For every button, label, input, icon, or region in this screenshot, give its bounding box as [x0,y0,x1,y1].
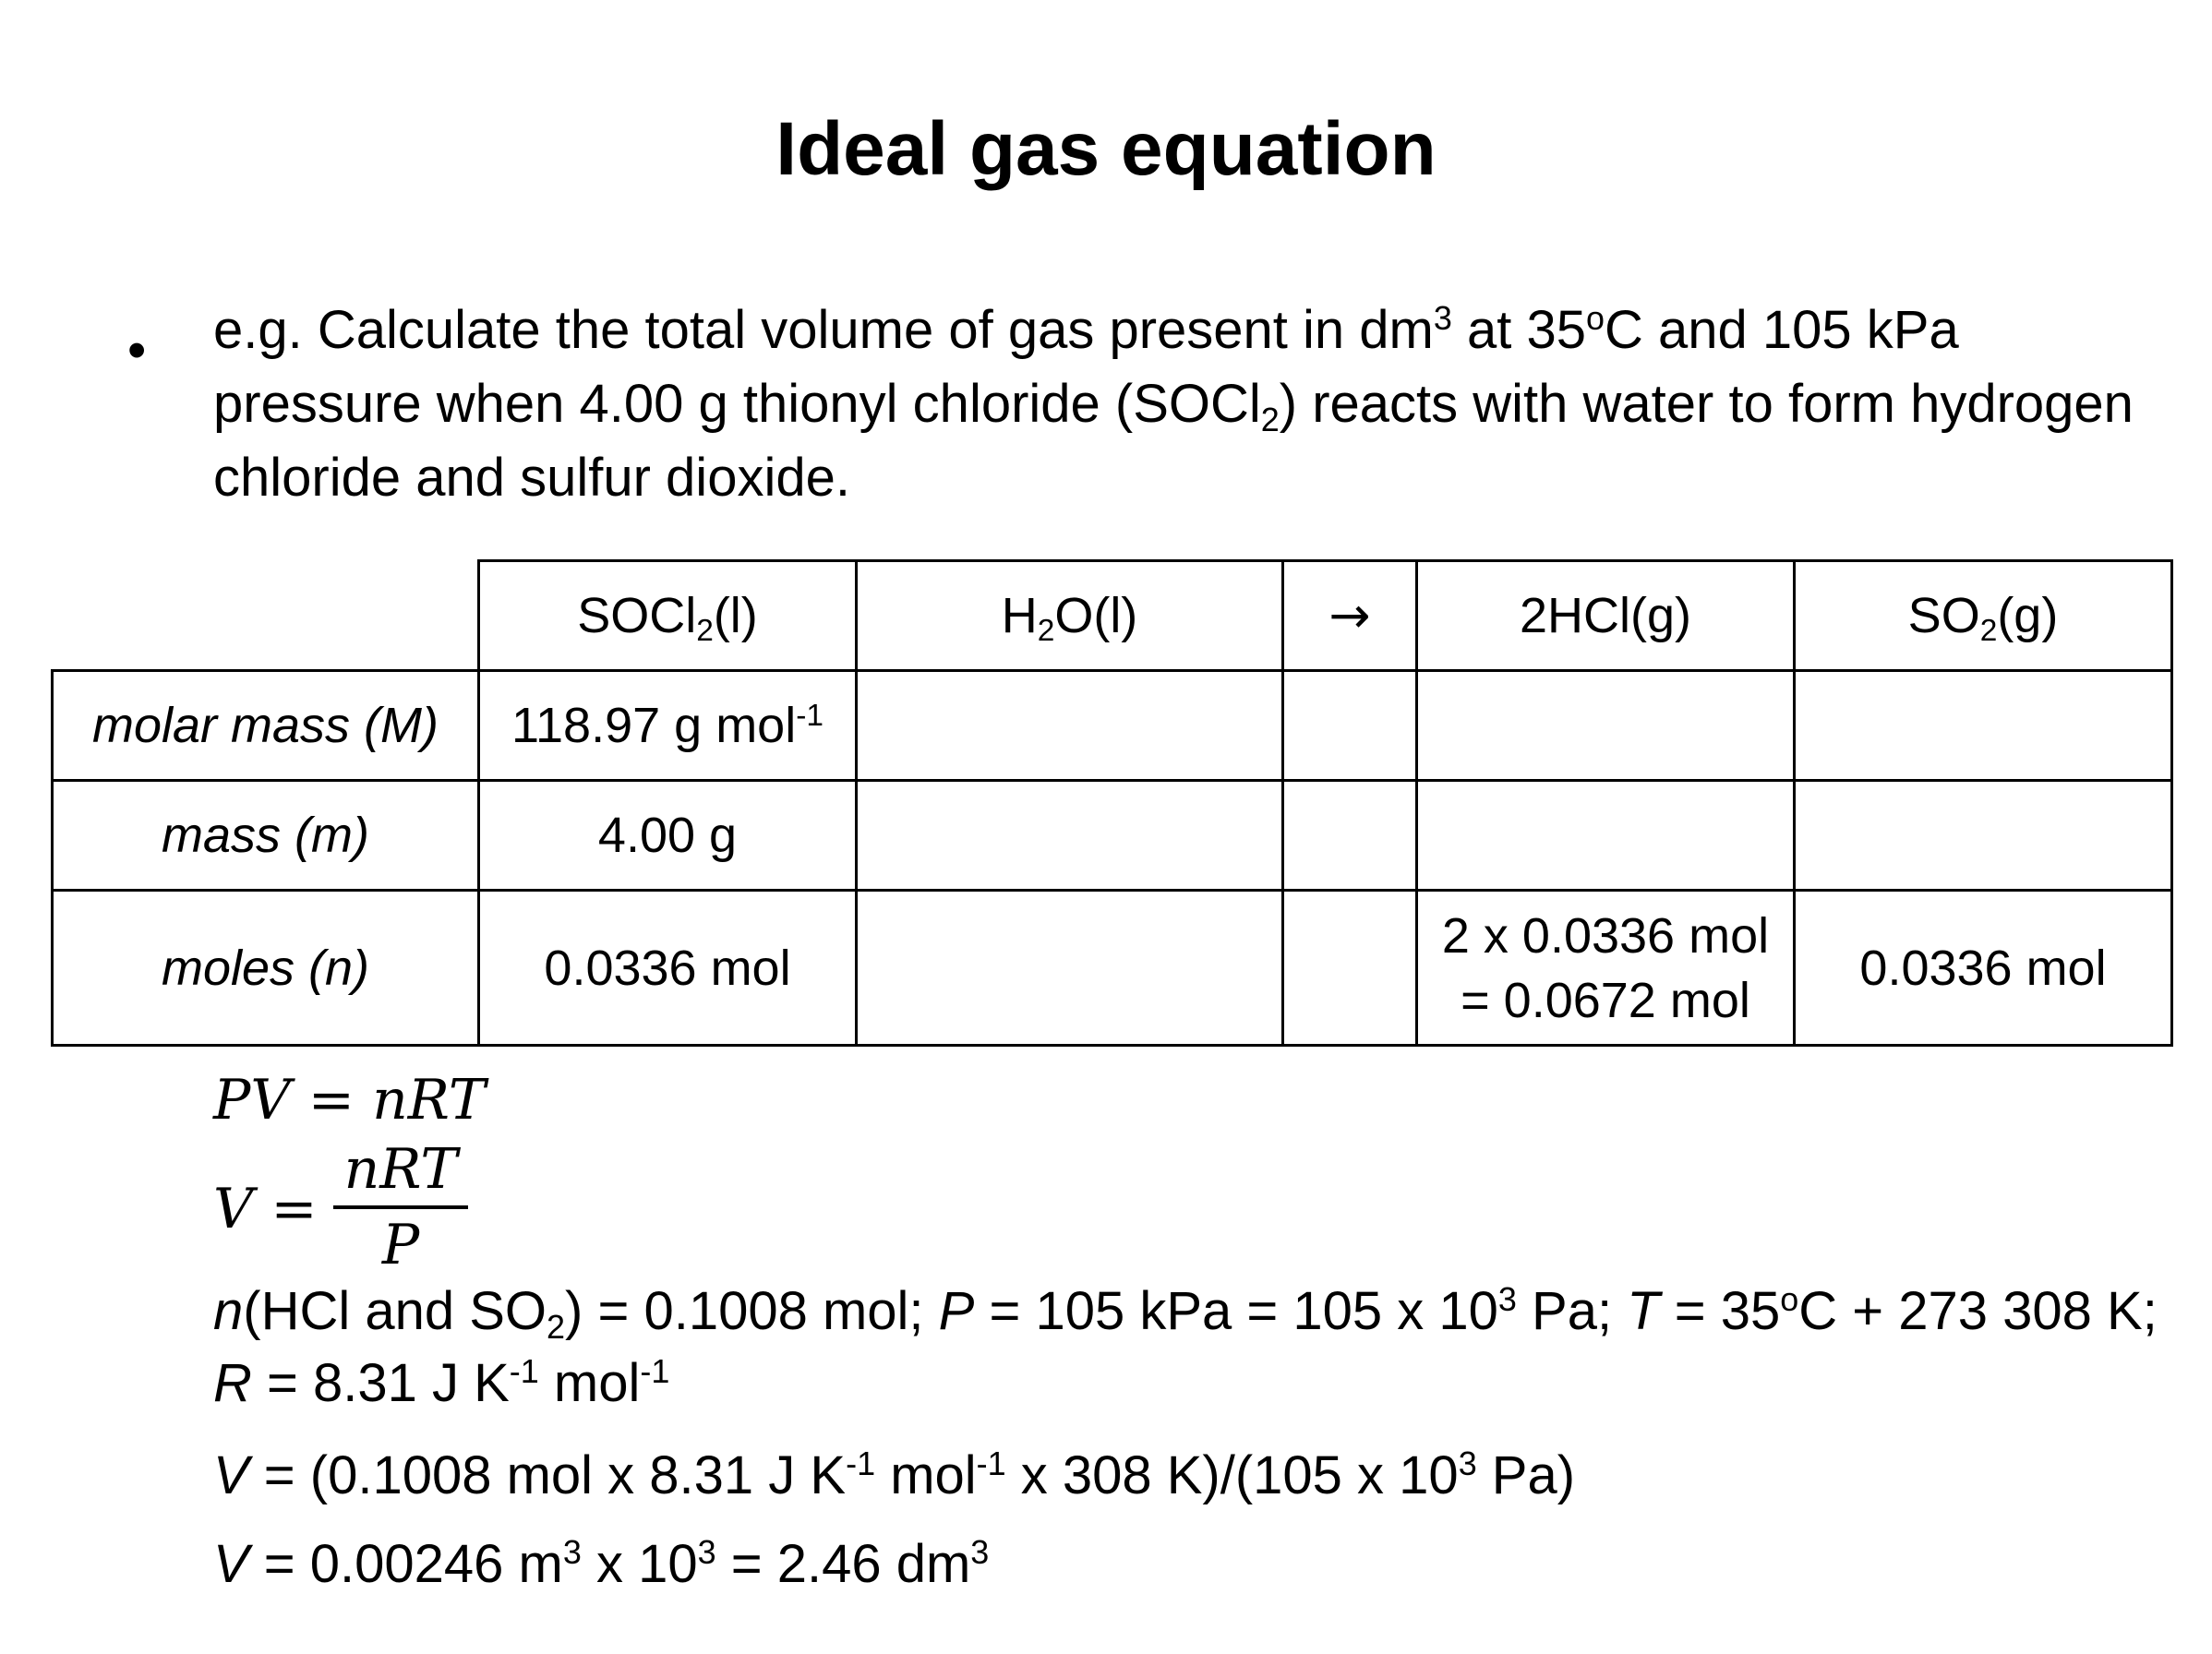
cell-arrow-molar-mass [1283,671,1417,781]
volume-result: V = 0.00246 $m^3$ x $10^3 = 2.46$ $dm^3$ [213,1533,990,1594]
question-text: e.g. Calculate the total volume of gas present in $dm^3$ at 35$^o$C and 105 kPa pressure when 4.00 g thionyl chloride (SOCl$_2$) reacts with water to form hydrogen chloride and sulfur dioxide. [213,299,2134,508]
cell-so2-mass [1795,781,2172,891]
equation-lhs: V = [213,1177,318,1241]
cell-socl2-molar-mass: 118.97 g mol$^{-1}$ [479,671,857,781]
bullet-point: • [127,320,147,380]
header-socl2: SOCl$_2$(l) [479,561,857,671]
row-label-molar-mass: molar mass (M) [53,671,479,781]
stoichiometry-table [51,559,2173,1047]
table-row-molar-mass [53,671,2172,781]
header-hcl: 2HCl(g) [1417,561,1795,671]
slide-title: Ideal gas equation [775,107,1437,191]
equation-fraction [331,1133,470,1281]
cell-socl2-moles: 0.0336 mol [479,891,857,1046]
table-row-mass [53,781,2172,891]
table-row-moles [53,891,2172,1046]
cell-hcl-molar-mass [1417,671,1795,781]
cell-socl2-mass: 4.00 g [479,781,857,891]
given-values-text: n(HCl and $SO_2) = 0.1008$ mol; P = 105 kPa = 105 x $10^3$ Pa; $T = 35^oC + 273$ 308 K; R = 8.31 J $K^{-1}$ mol$^{-1}$ [213,1280,2158,1413]
row-label-moles: moles (n) [53,891,479,1046]
cell-arrow-moles [1283,891,1417,1046]
cell-so2-moles: 0.0336 mol [1795,891,2172,1046]
table-header-row [53,561,2172,671]
fraction-numerator: nRT [343,1137,458,1202]
ideal-gas-equation: PV = nRT [213,1068,486,1133]
header-so2: $SO_2(g)$ [1795,561,2172,671]
cell-h2o-molar-mass [857,671,1283,781]
cell-arrow-mass [1283,781,1417,891]
cell-h2o-mass [857,781,1283,891]
volume-calculation: V = (0.1008 mol x 8.31 J $K^{-1}$ mol$^{-1}$ x 308 K)/(105 x $10^3$ Pa) [213,1444,1576,1505]
row-label-mass: mass (m) [53,781,479,891]
volume-rearranged-equation [213,1133,472,1281]
cell-h2o-moles [857,891,1283,1046]
cell-so2-molar-mass [1795,671,2172,781]
cell-hcl-mass [1417,781,1795,891]
cell-hcl-moles: 2 x 0.0336 mol = 0.0672 mol [1417,891,1795,1046]
header-h2o: $H_2O(l)$ [857,561,1283,671]
header-reaction-arrow: → [1283,561,1417,671]
table-corner-cell [53,561,479,671]
fraction-denominator: P [381,1213,420,1277]
